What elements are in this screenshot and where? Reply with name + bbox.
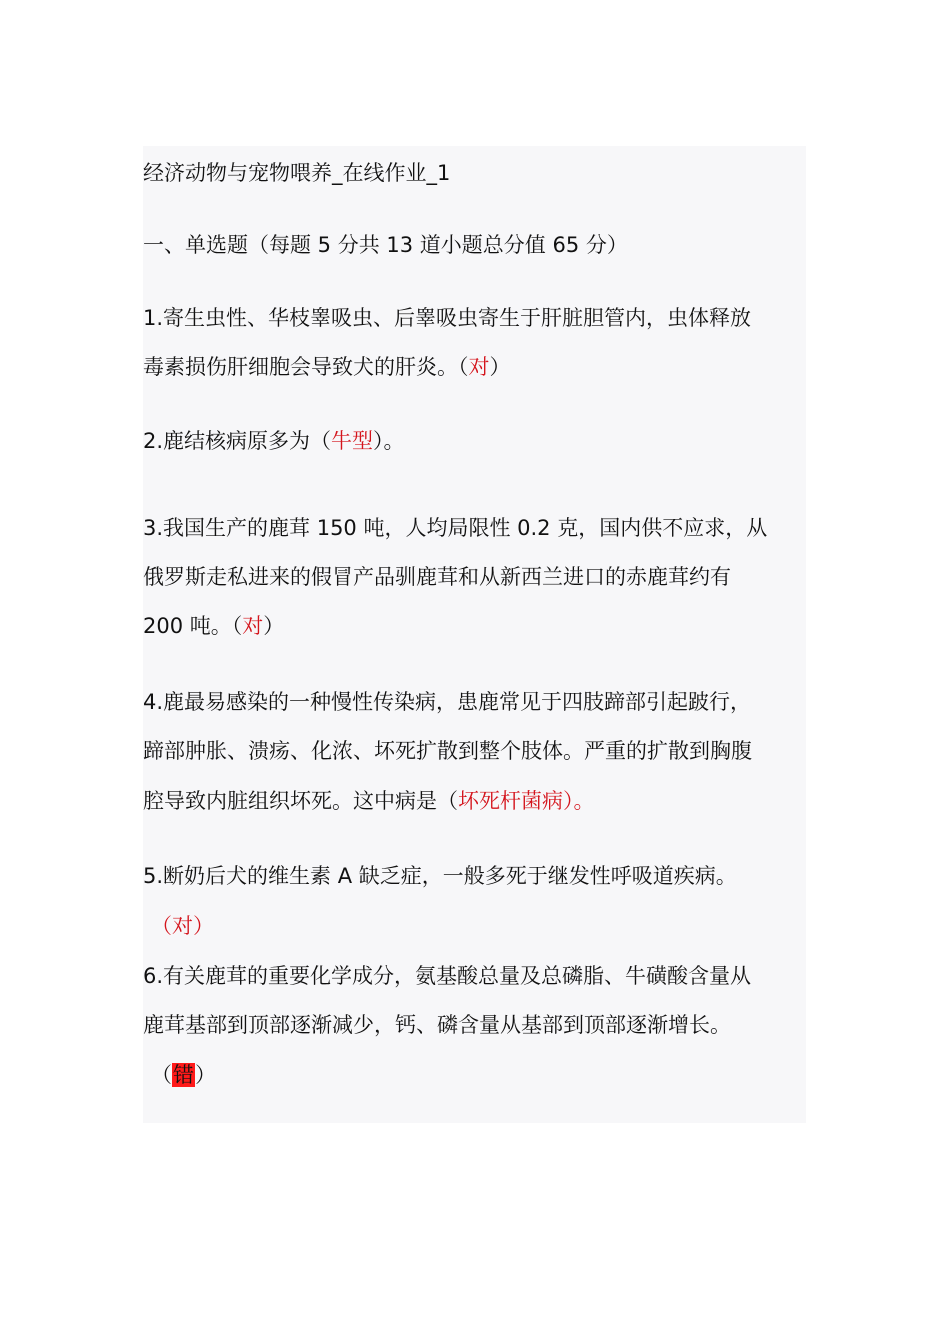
question-text: 6.有关鹿茸的重要化学成分，氨基酸总量及总磷脂、牛磺酸含量从: [143, 964, 752, 988]
question-6-answer-highlighted: 错: [173, 1063, 194, 1087]
question-6-answer-line: [151, 1050, 216, 1100]
paren-close: ）: [489, 355, 511, 379]
question-text: 2.鹿结核病原多为（: [143, 429, 332, 453]
question-3-line-1: [143, 503, 767, 553]
paren-close: ）: [195, 1063, 216, 1087]
question-6-line-1: [143, 951, 751, 1001]
question-1-line-2: [143, 342, 511, 392]
question-6-line-2: [143, 1000, 731, 1050]
question-2-answer: 牛型: [331, 429, 374, 453]
question-4-line-2: [143, 726, 752, 776]
document-title: [143, 148, 450, 198]
question-text: 3.我国生产的鹿茸 150 吨，人均局限性 0.2 克，国内供不应求，从: [143, 516, 768, 540]
paren-close: ）。: [373, 429, 405, 453]
question-text: 腔导致内脏组织坏死。这中病是（: [143, 789, 458, 813]
question-text: 5.断奶后犬的维生素 A 缺乏症，一般多死于继发性呼吸道疾病。: [143, 864, 737, 888]
question-3-answer: 对: [242, 614, 264, 638]
question-5-answer: [151, 901, 214, 951]
question-text: 毒素损伤肝细胞会导致犬的肝炎。（: [143, 355, 469, 379]
question-3-line-2: [143, 552, 731, 602]
question-4-line-3: [143, 776, 595, 826]
question-text: 4.鹿最易感染的一种慢性传染病，患鹿常见于四肢蹄部引起跛行，: [143, 690, 752, 714]
question-4-line-1: [143, 677, 751, 727]
answer-text: （对）: [151, 914, 214, 938]
question-text: 200 吨。（: [143, 614, 243, 638]
title-text: 经济动物与宠物喂养_在线作业_1: [143, 161, 451, 185]
question-4-answer: 坏死杆菌病）。: [458, 789, 595, 813]
paren-close: ）: [263, 614, 285, 638]
question-text: 1.寄生虫性、华枝睾吸虫、后睾吸虫寄生于肝脏胆管内，虫体释放: [143, 306, 752, 330]
question-3-line-3: [143, 601, 284, 651]
paren-open: （: [151, 1063, 172, 1087]
question-1-answer: 对: [468, 355, 490, 379]
question-2: [143, 416, 405, 466]
question-1-line-1: [143, 293, 751, 343]
question-text: 俄罗斯走私进来的假冒产品驯鹿茸和从新西兰进口的赤鹿茸约有: [143, 565, 731, 589]
question-5-line-1: [143, 851, 737, 901]
section-text: 一、单选题（每题 5 分共 13 道小题总分值 65 分）: [143, 233, 628, 257]
section-heading: [143, 220, 628, 270]
question-text: 鹿茸基部到顶部逐渐减少，钙、磷含量从基部到顶部逐渐增长。: [143, 1013, 731, 1037]
question-text: 蹄部肿胀、溃疡、化浓、坏死扩散到整个肢体。严重的扩散到胸腹: [143, 739, 752, 763]
